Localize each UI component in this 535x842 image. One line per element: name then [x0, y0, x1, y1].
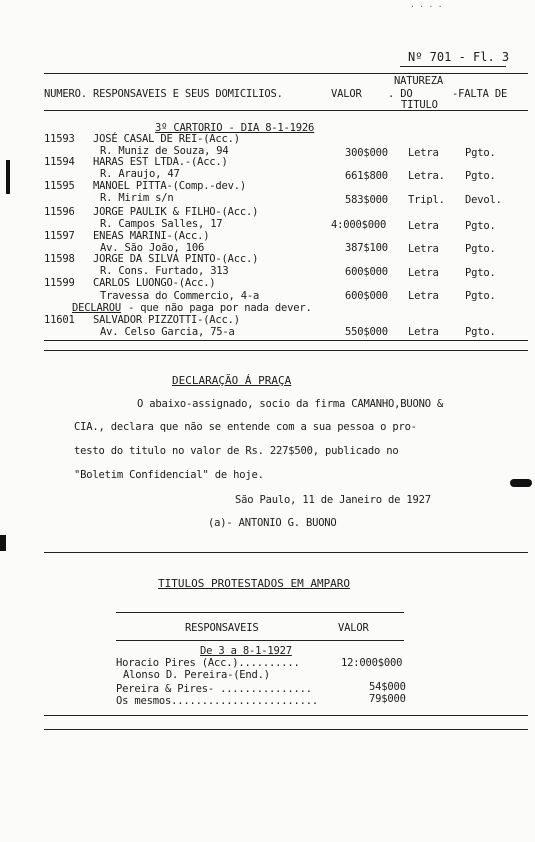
row-name: JORGE PAULIK & FILHO-(Acc.) [93, 206, 259, 218]
row-name: ENEAS MARINI-(Acc.) [93, 230, 210, 242]
row-name: JORGE DA SILVA PINTO-(Acc.) [93, 253, 259, 265]
row-valor: 600$000 [345, 290, 388, 302]
row-falta: Pgto. [465, 170, 496, 182]
declaracao-line-4: "Boletim Confidencial" de hoje. [74, 469, 264, 481]
row-name: SALVADOR PIZZOTTI-(Acc.) [93, 314, 240, 326]
row-name: HARAS EST LTDA.-(Acc.) [93, 156, 228, 168]
row-valor: 387$100 [345, 242, 388, 254]
footer-rule-2 [44, 729, 528, 730]
row-natureza: Letra [408, 326, 439, 338]
column-natureza-do: . DO [388, 88, 413, 100]
footer-rule [44, 715, 528, 716]
header-top-rule [44, 73, 528, 74]
amparo-item-name: Alonso D. Pereira-(End.) [123, 669, 270, 681]
declarou-label: DECLAROU [72, 302, 121, 314]
row-valor: 661$800 [345, 170, 388, 182]
row-number: 11597 [44, 230, 75, 242]
row-number: 11598 [44, 253, 75, 265]
margin-mark [6, 160, 10, 194]
declaracao-line-3: testo do titulo no valor de Rs. 227$500, publicado no [74, 445, 399, 457]
row-falta: Pgto. [465, 267, 496, 279]
declaracao-title: DECLARAÇÃO Á PRAÇA [172, 374, 292, 387]
section-title: 3º CARTORIO - DIA 8-1-1926 [155, 122, 315, 134]
margin-mark [0, 535, 6, 551]
declarou-text: - que não paga por nada dever. [128, 302, 312, 314]
column-numero: NUMERO. [44, 88, 87, 100]
row-address: R. Muniz de Souza, 94 [100, 145, 229, 157]
header-bottom-rule [44, 110, 528, 111]
row-address: R. Campos Salles, 17 [100, 218, 223, 230]
amparo-item-name: Os mesmos........................ [116, 695, 319, 707]
amparo-item-name: Horacio Pires (Acc.).......... [116, 657, 300, 669]
amparo-column-responsaveis: RESPONSAVEIS [185, 622, 259, 634]
row-valor: 600$000 [345, 266, 388, 278]
row-number: 11596 [44, 206, 75, 218]
row-falta: Pgto. [465, 326, 496, 338]
declaracao-line-1: O abaixo-assignado, socio da firma CAMANHO,BUONO & [137, 398, 444, 410]
row-falta: Pgto. [465, 220, 496, 232]
column-natureza-titulo: TITULO [401, 99, 438, 111]
amparo-item-valor: 79$000 [369, 693, 406, 705]
row-address: Travessa do Commercio, 4-a [100, 290, 260, 302]
column-responsaveis: RESPONSAVEIS E SEUS DOMICILIOS. [93, 88, 283, 100]
row-natureza: Letra [408, 147, 439, 159]
table-bottom-rule-2 [44, 350, 528, 351]
margin-mark [510, 479, 532, 487]
row-number: 11593 [44, 133, 75, 145]
row-natureza: Letra. [408, 170, 445, 182]
column-natureza: NATUREZA [394, 75, 443, 87]
row-natureza: Letra [408, 243, 439, 255]
row-number: 11595 [44, 180, 75, 192]
amparo-item-valor: 12:000$000 [341, 657, 403, 669]
amparo-item-name: Pereira & Pires- ............... [116, 683, 312, 695]
row-natureza: Tripl. [408, 194, 445, 206]
row-falta: Devol. [465, 194, 502, 206]
amparo-header-rule [116, 640, 404, 641]
row-falta: Pgto. [465, 243, 496, 255]
row-address: R. Mirim s/n [100, 192, 174, 204]
column-falta: -FALTA DE [452, 88, 508, 100]
row-name: CARLOS LUONGO-(Acc.) [93, 277, 216, 289]
amparo-item-valor: 54$000 [369, 681, 406, 693]
amparo-period: De 3 a 8-1-1927 [200, 645, 292, 657]
row-falta: Pgto. [465, 290, 496, 302]
corner-mark: · · · · [410, 2, 443, 11]
row-number: 11599 [44, 277, 75, 289]
column-valor: VALOR [331, 88, 362, 100]
amparo-title: TITULOS PROTESTADOS EM AMPARO [158, 577, 351, 590]
page-ref-underline [400, 66, 506, 67]
page-reference: Nº 701 - Fl. 3 [408, 50, 510, 64]
row-valor: 4:000$000 [331, 219, 387, 231]
row-natureza: Letra [408, 220, 439, 232]
declaracao-signature: (a)- ANTONIO G. BUONO [208, 517, 337, 529]
declaracao-line-2: CIA., declara que não se entende com a sua pessoa o pro- [74, 421, 417, 433]
row-name: MANOEL PITTA-(Comp.-dev.) [93, 180, 247, 192]
row-address: R. Araujo, 47 [100, 168, 180, 180]
table-bottom-rule [44, 340, 528, 341]
declaracao-date: São Paulo, 11 de Janeiro de 1927 [235, 494, 431, 506]
row-falta: Pgto. [465, 147, 496, 159]
row-valor: 550$000 [345, 326, 388, 338]
row-address: R. Cons. Furtado, 313 [100, 265, 229, 277]
amparo-top-rule [116, 612, 404, 613]
section-rule [44, 552, 528, 553]
row-number: 11594 [44, 156, 75, 168]
row-valor: 300$000 [345, 147, 388, 159]
row-address: Av. São João, 106 [100, 242, 205, 254]
row-natureza: Letra [408, 290, 439, 302]
row-address: Av. Celso Garcia, 75-a [100, 326, 235, 338]
amparo-column-valor: VALOR [338, 622, 369, 634]
row-number: 11601 [44, 314, 75, 326]
row-valor: 583$000 [345, 194, 388, 206]
row-natureza: Letra [408, 267, 439, 279]
row-name: JOSÉ CASAL DE REI-(Acc.) [93, 133, 240, 145]
